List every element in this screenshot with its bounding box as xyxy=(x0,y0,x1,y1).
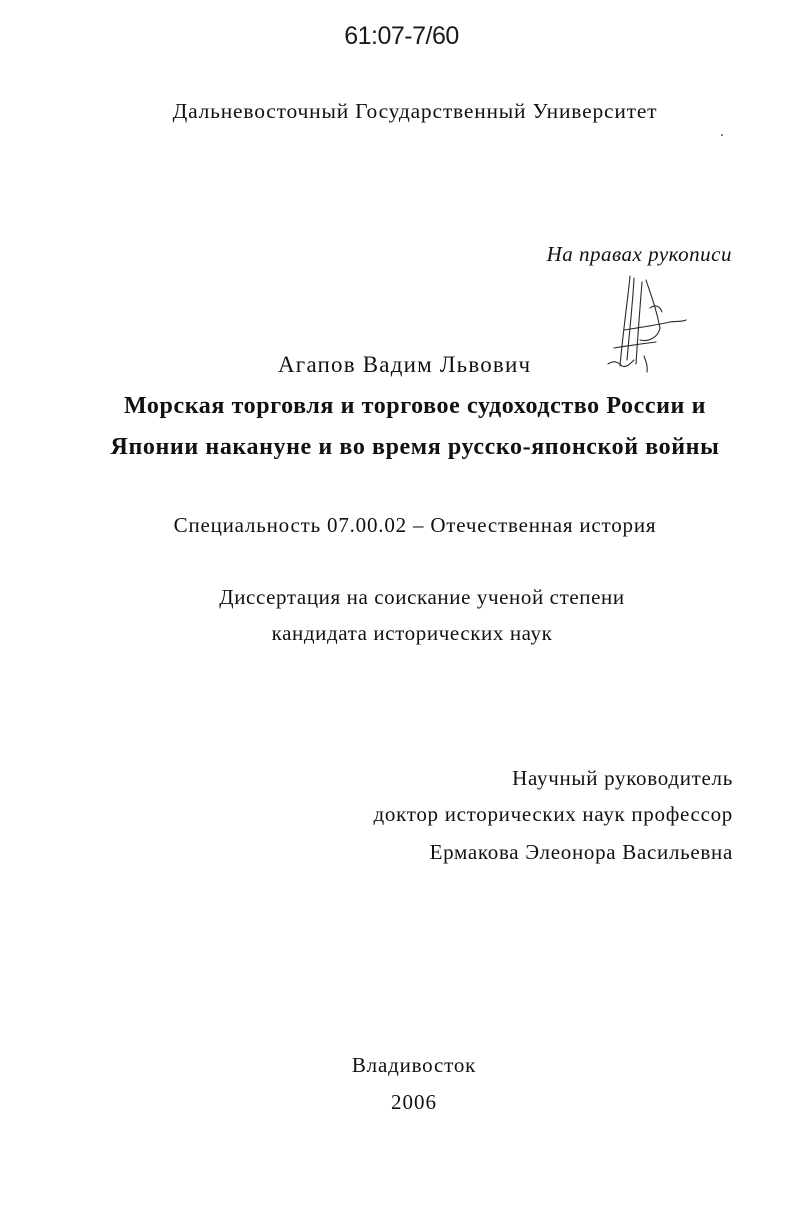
scan-speck xyxy=(721,134,723,136)
dissertation-degree-line-1: Диссертация на соискание ученой степени xyxy=(219,585,625,609)
handwritten-signature xyxy=(600,268,690,378)
university-name: Дальневосточный Государственный Университет xyxy=(172,99,658,123)
author-name: Агапов Вадим Львович xyxy=(278,352,532,377)
dissertation-degree-line-2: кандидата исторических наук xyxy=(271,621,553,645)
manuscript-rights-note: На правах рукописи xyxy=(546,242,732,266)
year: 2006 xyxy=(391,1090,437,1114)
supervisor-name: Ермакова Элеонора Васильевна xyxy=(429,840,733,864)
dissertation-title-line-2: Японии накануне и во время русско-японской войны xyxy=(110,434,720,460)
catalog-number: 61:07-7/60 xyxy=(344,22,459,50)
supervisor-role: Научный руководитель xyxy=(512,766,733,790)
supervisor-degree: доктор исторических наук профессор xyxy=(373,802,733,826)
city: Владивосток xyxy=(351,1053,477,1077)
specialty-line: Специальность 07.00.02 – Отечественная история xyxy=(173,513,657,537)
dissertation-title-line-1: Морская торговля и торговое судоходство России и xyxy=(124,393,706,419)
